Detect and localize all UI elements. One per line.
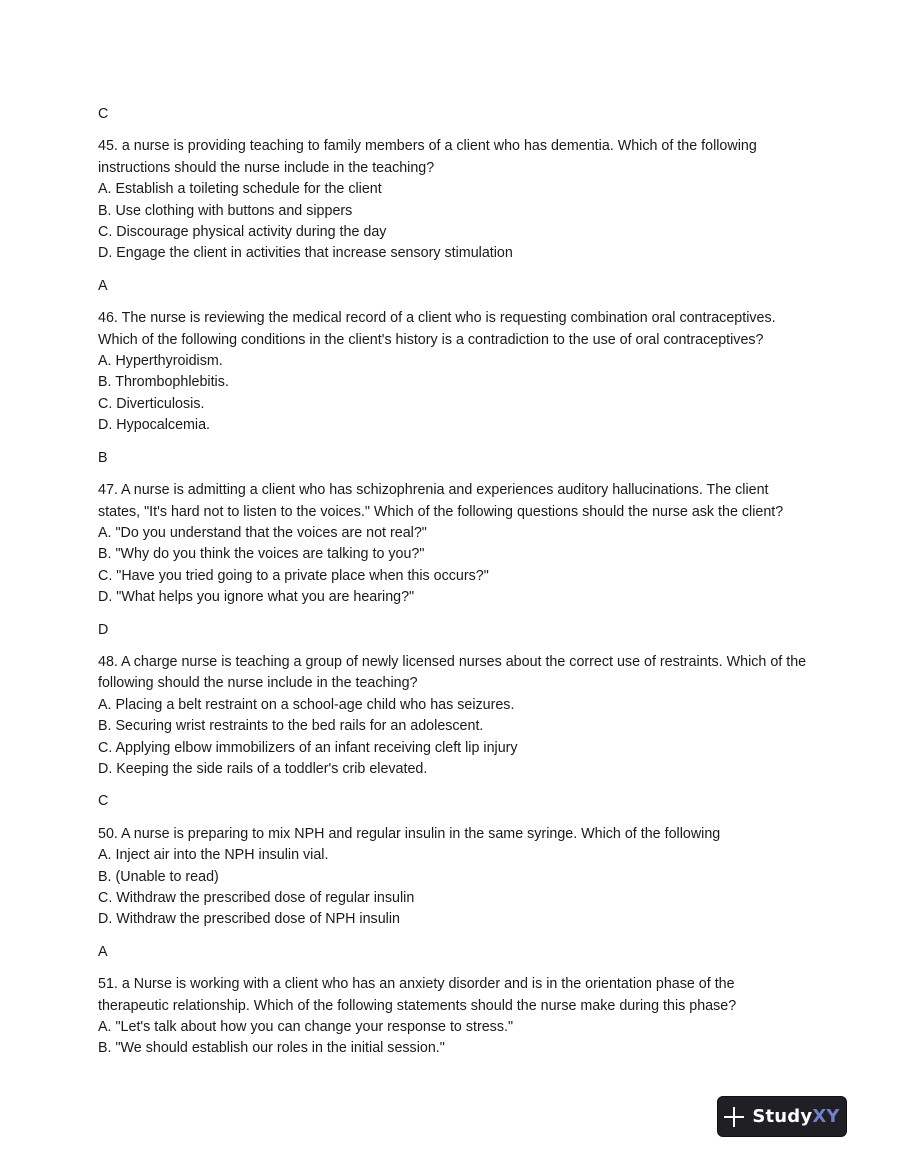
answer-key-initial: C — [98, 106, 109, 122]
studyxy-logo-text — [752, 1106, 839, 1127]
option-b: B. "Why do you think the voices are talking to you?" — [98, 546, 425, 563]
question-text: 51. a Nurse is working with a client who has an anxiety disorder and is in the orientation phase of the therapeutic relationship. Which of the following statements should the nurse make during this phase? — [98, 976, 737, 1014]
option-c: C. Discourage physical activity during the day — [98, 224, 387, 241]
question-block-46 — [98, 308, 808, 436]
question-block-51 — [98, 974, 808, 1060]
option-a: A. "Let's talk about how you can change your response to stress." — [98, 1019, 514, 1036]
brand-accent-text: XY — [812, 1106, 840, 1127]
option-b: B. (Unable to read) — [98, 868, 219, 885]
option-d: D. Hypocalcemia. — [98, 417, 211, 434]
option-a: A. "Do you understand that the voices are not real?" — [98, 524, 427, 541]
question-text: 45. a nurse is providing teaching to family members of a client who has dementia. Which of the following instructions should the nurse include in the teaching? — [98, 138, 757, 176]
answer-key: B — [98, 449, 108, 466]
question-block-47 — [98, 480, 808, 608]
question-text: 48. A charge nurse is teaching a group of newly licensed nurses about the correct use of restraints. Which of the following should the nurse include in the teaching? — [98, 653, 807, 692]
question-text: 46. The nurse is reviewing the medical record of a client who is requesting combination oral contraceptives. Which of the following conditions in the client's history is a contradiction to the use of oral contraceptives? — [98, 310, 776, 348]
answer-key: C — [98, 793, 109, 810]
option-a: A. Establish a toileting schedule for the client — [98, 181, 382, 198]
brand-main-text: Study — [752, 1106, 813, 1127]
studyxy-watermark-badge — [718, 1097, 846, 1136]
option-a: A. Placing a belt restraint on a school-age child who has seizures. — [98, 696, 515, 713]
answer-key: D — [98, 621, 109, 638]
option-b: B. Use clothing with buttons and sippers — [98, 202, 353, 219]
question-block-45 — [98, 136, 808, 264]
option-a: A. Inject air into the NPH insulin vial. — [98, 847, 329, 864]
option-c: C. Diverticulosis. — [98, 395, 205, 412]
document-page — [98, 104, 808, 1071]
option-a: A. Hyperthyroidism. — [98, 353, 223, 370]
answer-key: A — [98, 943, 108, 960]
option-d: D. Keeping the side rails of a toddler's crib elevated. — [98, 760, 428, 777]
option-b: B. Securing wrist restraints to the bed rails for an adolescent. — [98, 718, 484, 735]
option-b: B. "We should establish our roles in the initial session." — [98, 1040, 445, 1057]
option-c: C. Withdraw the prescribed dose of regular insulin — [98, 890, 415, 906]
question-block-48 — [98, 652, 808, 780]
answer-key: A — [98, 277, 108, 294]
plus-icon — [724, 1107, 744, 1127]
option-b: B. Thrombophlebitis. — [98, 374, 229, 391]
question-text: 50. A nurse is preparing to mix NPH and regular insulin in the same syringe. Which of the following — [98, 825, 721, 842]
question-text: 47. A nurse is admitting a client who has schizophrenia and experiences auditory hallucinations. The client states, "It's hard not to listen to the voices." Which of the following questions should the nurse ask the client? — [98, 482, 784, 520]
option-c: C. Applying elbow immobilizers of an infant receiving cleft lip injury — [98, 739, 518, 756]
option-c: C. "Have you tried going to a private place when this occurs?" — [98, 567, 489, 584]
option-d: D. "What helps you ignore what you are hearing?" — [98, 589, 415, 606]
question-block-50 — [98, 824, 808, 931]
option-d: D. Engage the client in activities that increase sensory stimulation — [98, 245, 513, 262]
option-d: D. Withdraw the prescribed dose of NPH insulin — [98, 911, 400, 928]
